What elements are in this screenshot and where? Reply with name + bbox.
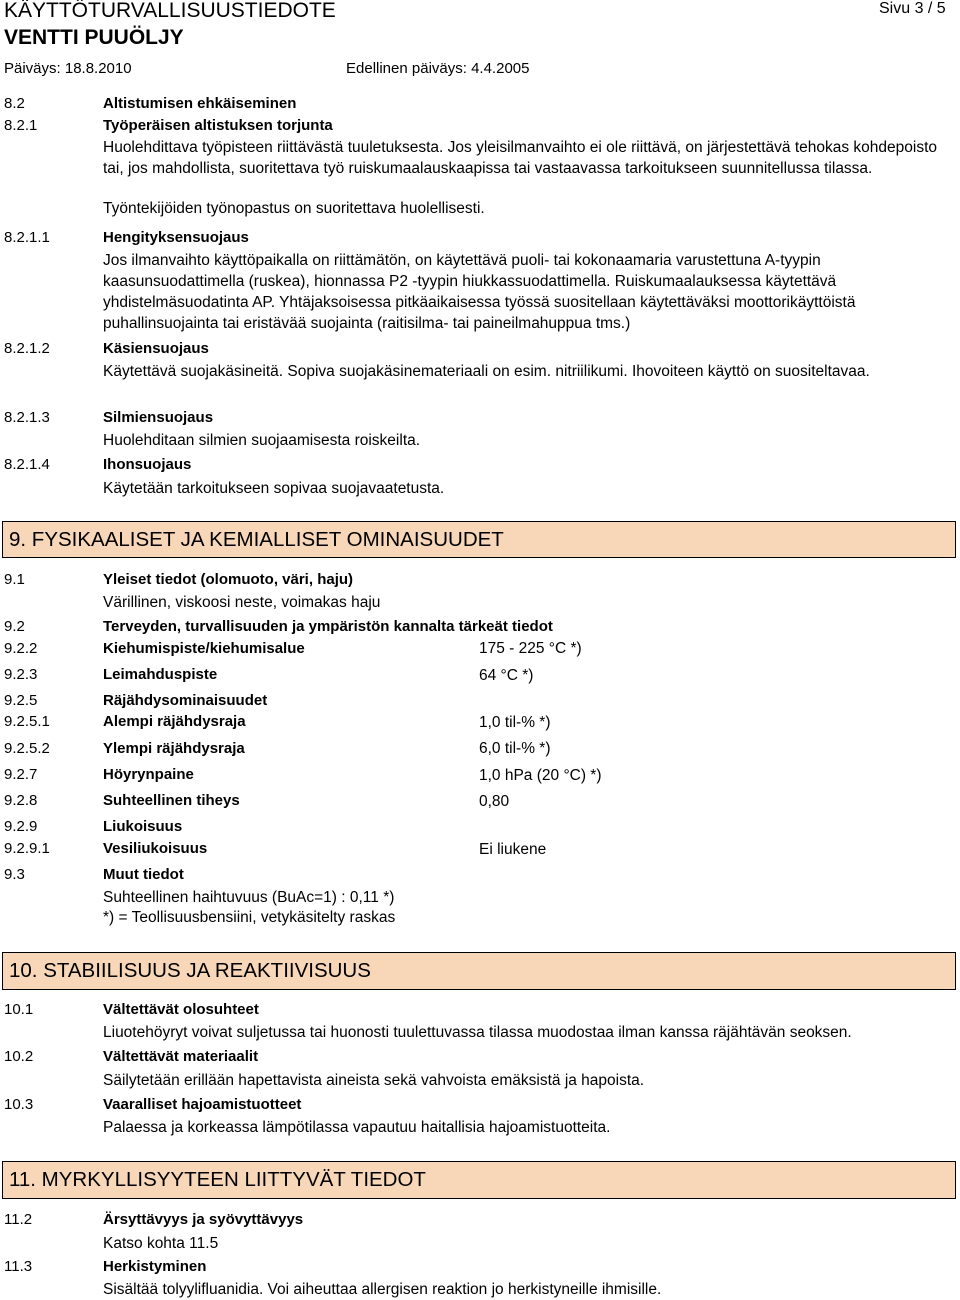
section-heading: Räjähdysominaisuudet [103, 692, 268, 709]
section-number: 11.2 [4, 1211, 33, 1228]
section-heading: Muut tiedot [103, 866, 184, 883]
property-value: 1,0 hPa (20 °C) *) [479, 767, 602, 784]
section-heading: Vältettävät olosuhteet [103, 1001, 259, 1018]
property-value: 1,0 til-% *) [479, 714, 551, 731]
section-text: Käytetään tarkoitukseen sopivaa suojavaatetusta. [103, 480, 445, 497]
section-heading: Altistumisen ehkäiseminen [103, 95, 297, 112]
section-11-banner: 11. MYRKYLLISYYTEEN LIITTYVÄT TIEDOT [2, 1161, 956, 1199]
section-number: 9.2.5 [4, 692, 38, 709]
section-number: 9.2.8 [4, 792, 38, 809]
section-heading: Vältettävät materiaalit [103, 1048, 259, 1065]
section-text: Säilytetään erillään hapettavista aineista sekä vahvoista emäksistä ja hapoista. [103, 1072, 645, 1089]
section-number: 9.2.5.2 [4, 740, 50, 757]
section-text: Huolehdittava työpisteen riittävästä tuuletuksesta. Jos yleisilmanvaihto ei ole riittävä, on järjestettävä tehokas kohdepoisto tai, jos mahdollista, suoritettava työ ruiskumaalauskaapissa tai vastaavassa tarkoitukseen suunnitellussa tilassa. [103, 139, 938, 177]
property-label: Suhteellinen tiheys [103, 792, 240, 809]
section-heading: Yleiset tiedot (olomuoto, väri, haju) [103, 571, 354, 588]
property-value: Ei liukene [479, 841, 547, 858]
section-number: 8.2.1.2 [4, 340, 50, 357]
product-name: VENTTI PUUÖLJY [4, 26, 184, 49]
document-title: KÄYTTÖTURVALLISUUSTIEDOTE [4, 0, 336, 22]
section-text: Liuotehöyryt voivat suljetussa tai huonosti tuulettuvassa tilassa muodostaa ilman kanssa räjähtävän seoksen. [103, 1024, 852, 1041]
property-label: Leimahduspiste [103, 666, 218, 683]
property-label: Alempi räjähdysraja [103, 713, 246, 730]
section-number: 10.3 [4, 1096, 34, 1113]
section-number: 8.2.1.1 [4, 229, 50, 246]
property-label: Höyrynpaine [103, 766, 194, 783]
section-9-banner: 9. FYSIKAALISET JA KEMIALLISET OMINAISUUDET [2, 521, 956, 558]
property-label: Vesiliukoisuus [103, 840, 208, 857]
section-number: 8.2.1.4 [4, 456, 50, 473]
section-heading: Liukoisuus [103, 818, 183, 835]
page-number: Sivu 3 / 5 [879, 0, 946, 17]
section-number: 10.1 [4, 1001, 34, 1018]
property-value: 175 - 225 °C *) [479, 640, 582, 657]
section-text: Käytettävä suojakäsineitä. Sopiva suojakäsinemateriaali on esim. nitriilikumi. Ihovoiteen käyttö on suositeltavaa. [103, 363, 870, 380]
section-number: 8.2.1 [4, 117, 38, 134]
section-number: 9.2.5.1 [4, 713, 50, 730]
section-number: 9.3 [4, 866, 25, 883]
section-text: Sisältää tolyylifluanidia. Voi aiheuttaa allergisen reaktion jo herkistyneille ihmisille. [103, 1281, 662, 1298]
section-number: 9.2.9 [4, 818, 38, 835]
property-label: Kiehumispiste/kiehumisalue [103, 640, 305, 657]
section-heading: Työperäisen altistuksen torjunta [103, 117, 333, 134]
section-heading: Terveyden, turvallisuuden ja ympäristön kannalta tärkeät tiedot [103, 618, 553, 635]
section-text: Palaessa ja korkeassa lämpötilassa vapautuu haitallisia hajoamistuotteita. [103, 1119, 611, 1136]
section-heading: Ärsyttävyys ja syövyttävyys [103, 1211, 304, 1228]
section-number: 9.2.9.1 [4, 840, 50, 857]
section-heading: Hengityksensuojaus [103, 229, 249, 246]
section-number: 11.3 [4, 1258, 33, 1275]
issue-date: Päiväys: 18.8.2010 [4, 60, 132, 77]
section-heading: Vaaralliset hajoamistuotteet [103, 1096, 302, 1113]
section-heading: Käsiensuojaus [103, 340, 209, 357]
property-value: 6,0 til-% *) [479, 740, 551, 757]
section-heading: Herkistyminen [103, 1258, 207, 1275]
section-number: 9.2 [4, 618, 25, 635]
property-value: 64 °C *) [479, 667, 534, 684]
section-number: 9.2.2 [4, 640, 38, 657]
section-text: Suhteellinen haihtuvuus (BuAc=1) : 0,11 *) [103, 889, 395, 906]
section-text: Katso kohta 11.5 [103, 1235, 219, 1252]
section-number: 9.2.7 [4, 766, 38, 783]
property-label: Ylempi räjähdysraja [103, 740, 245, 757]
section-text: *) = Teollisuusbensiini, vetykäsitelty raskas [103, 909, 396, 926]
section-text: Värillinen, viskoosi neste, voimakas haju [103, 594, 381, 611]
section-text: Jos ilmanvaihto käyttöpaikalla on riittämätön, on käytettävä puoli- tai kokonaamaria varustettuna A-tyypin kaasunsuodattimella (ruskea), hionnassa P2 -tyypin hiukkassuodattimella. Ruiskumaalauksessa käytettävä yhdistelmäsuodatinta AP. Yhtäjaksoisessa pitkäaikaisessa työssä suositellaan käytettäväksi moottorikäyttöistä puhallinsuojainta tai eristävää suojainta (raitisilma- tai paineilmahuppua tms.) [103, 252, 856, 332]
section-text: Huolehditaan silmien suojaamisesta roiskeilta. [103, 432, 421, 449]
section-number: 9.2.3 [4, 666, 38, 683]
section-text: Työntekijöiden työnopastus on suoritettava huolellisesti. [103, 200, 485, 217]
section-number: 8.2 [4, 95, 25, 112]
section-10-banner: 10. STABIILISUUS JA REAKTIIVISUUS [2, 952, 956, 990]
section-number: 9.1 [4, 571, 25, 588]
section-number: 10.2 [4, 1048, 34, 1065]
section-heading: Silmiensuojaus [103, 409, 214, 426]
property-value: 0,80 [479, 793, 510, 810]
section-heading: Ihonsuojaus [103, 456, 192, 473]
section-number: 8.2.1.3 [4, 409, 50, 426]
previous-date: Edellinen päiväys: 4.4.2005 [346, 60, 530, 77]
